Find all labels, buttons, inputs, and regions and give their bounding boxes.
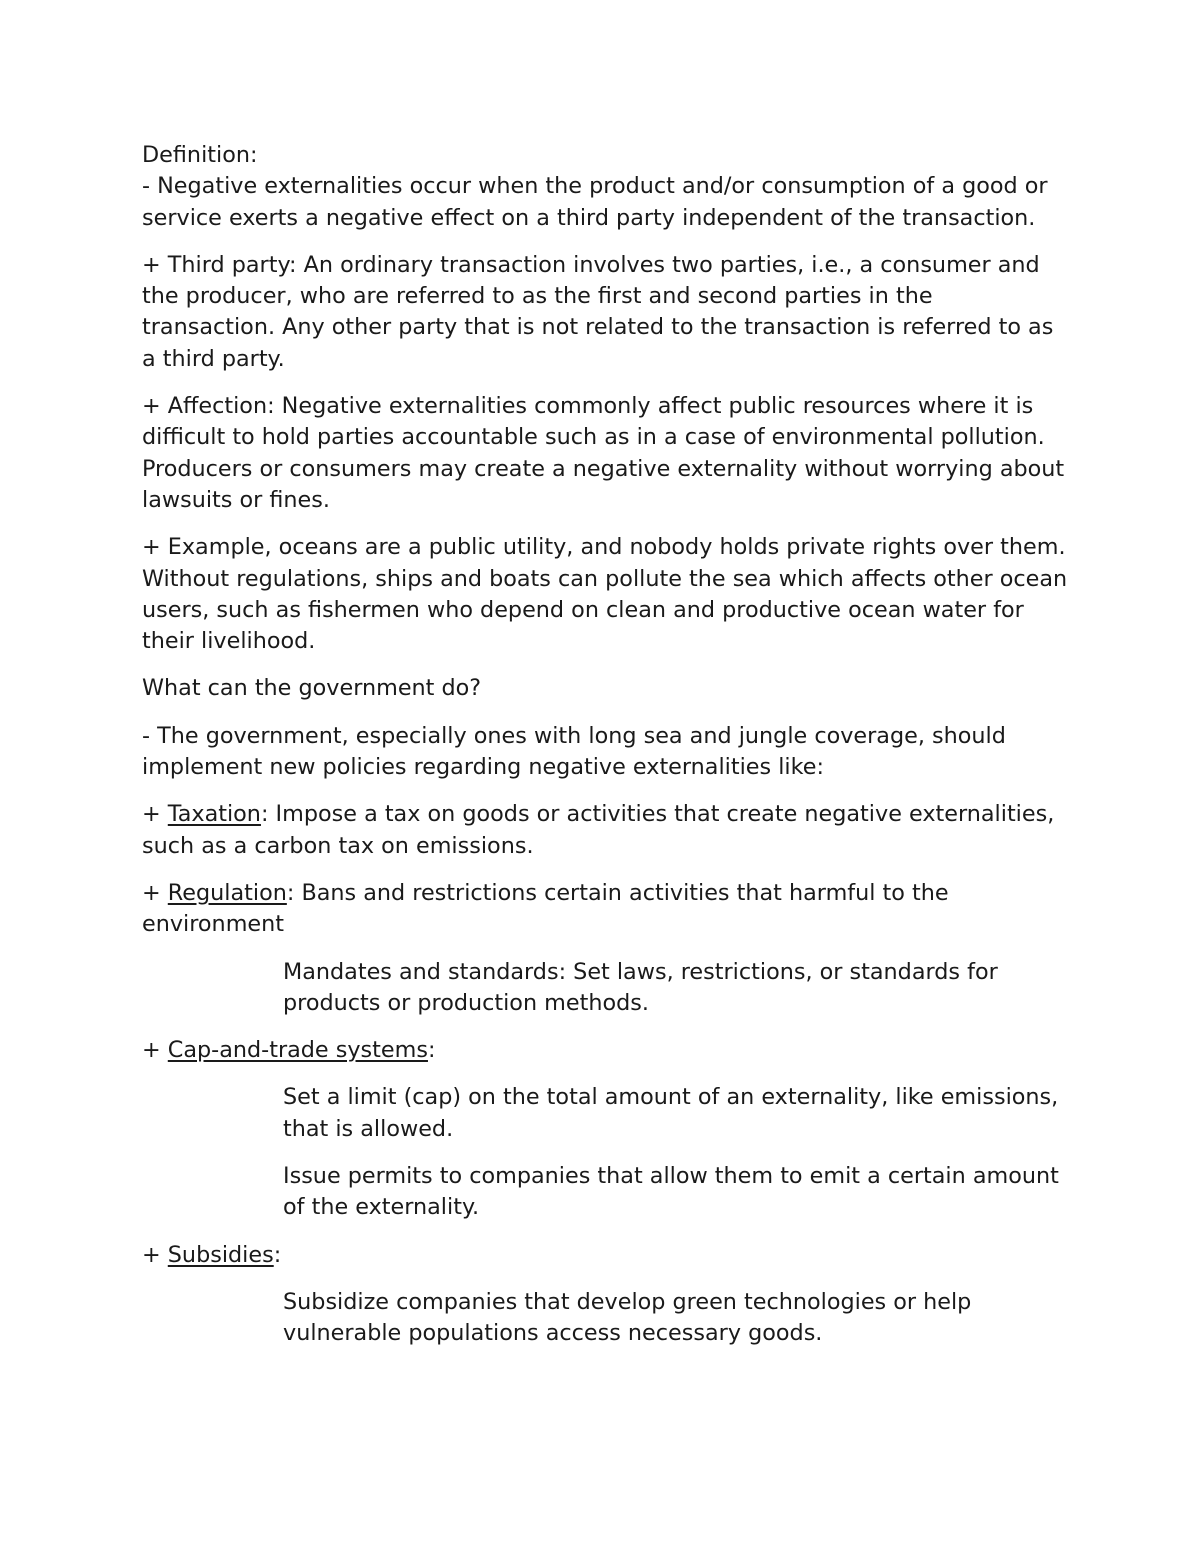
affection-paragraph [142, 391, 1072, 516]
example-text: Example, oceans are a public utility, and nobody holds private rights over them. Without regulations, ships and boats can pollute the sea which affects other ocean users, such as fishermen who depend on clean and productive ocean water for their livelihood. [142, 534, 1068, 655]
cap-and-trade-paragraph [142, 1035, 1072, 1066]
government-paragraph: - The government, especially ones with long sea and jungle coverage, should implement new policies regarding negative externalities like: [142, 722, 1006, 781]
taxation-paragraph [142, 799, 1072, 862]
third-party-text: Third party: An ordinary transaction involves two parties, i.e., a consumer and the producer, who are referred to as the first and second parties in the transaction. Any other party that is not related to the transaction is referred to as a third party. [142, 251, 1054, 372]
document-body [142, 140, 1072, 1366]
subsidies-detail: Subsidize companies that develop green technologies or help vulnerable populations access necessary goods. [283, 1288, 972, 1347]
plus-bullet-icon: + [142, 534, 161, 561]
definition-text: - Negative externalities occur when the product and/or consumption of a good or service exerts a negative effect on a third party independent of the transaction. [142, 173, 1048, 231]
cap-and-trade-text: : [427, 1037, 436, 1064]
cap-and-trade-term: Cap-and-trade systems [167, 1037, 428, 1064]
example-paragraph [142, 532, 1072, 657]
regulation-paragraph [142, 878, 1072, 941]
subsidies-paragraph [142, 1240, 1072, 1271]
cap-and-trade-detail-2: Issue permits to companies that allow them to emit a certain amount of the externality. [283, 1163, 1059, 1221]
subsidies-text: : [273, 1241, 282, 1268]
taxation-term: Taxation [167, 801, 261, 828]
cap-and-trade-detail-1: Set a limit (cap) on the total amount of an externality, like emissions, that is allowed. [283, 1084, 1059, 1142]
plus-bullet-icon: + [142, 393, 161, 420]
regulation-term: Regulation [167, 879, 287, 906]
plus-bullet-icon: + [142, 1241, 161, 1268]
plus-bullet-icon: + [142, 879, 161, 906]
subsidies-term: Subsidies [167, 1241, 274, 1268]
government-question: What can the government do? [142, 675, 482, 702]
regulation-text: : Bans and restrictions certain activities that harmful to the environment [142, 879, 949, 938]
plus-bullet-icon: + [142, 801, 161, 828]
regulation-detail: Mandates and standards: Set laws, restrictions, or standards for products or production methods. [283, 958, 998, 1016]
affection-text: Affection: Negative externalities commonly affect public resources where it is difficult to hold parties accountable such as in a case of environmental pollution. Producers or consumers may create a negative externality without worrying about lawsuits or fines. [142, 393, 1065, 513]
plus-bullet-icon: + [142, 251, 161, 278]
definition-heading: Definition: [142, 142, 258, 168]
third-party-paragraph [142, 250, 1072, 375]
taxation-text: : Impose a tax on goods or activities that create negative externalities, such as a carbon tax on emissions. [142, 801, 1055, 859]
plus-bullet-icon: + [142, 1037, 161, 1064]
